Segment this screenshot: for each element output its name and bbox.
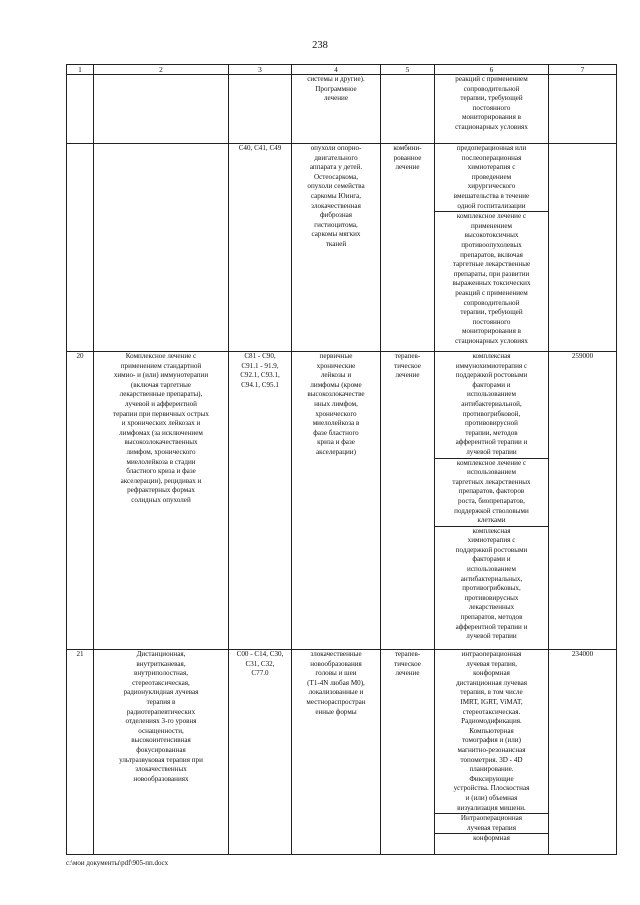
method-item: комплексная химиотерапия с поддержкой ростовыми факторами и использованием антибактериальных, противогрибковых, противовирусных лекарственных препаратов, методов афферентной терапии и лучевой терапии: [455, 526, 528, 641]
method-item: интраоперационная лучевая терапия, конформная дистанционная лучевая терапия, в том числе IMRT, IGRT, ViMAT, стереотаксическая. Радиомодификация. Компьютерная томография и (или) магнитно-резонансная топометрия. 3D - 4D планирование. Фиксирующие устройства. Плоскостная и (или) объемная визуализация мишени.: [435, 650, 548, 814]
method-item: комплексная иммунохимиотерапия с поддержкой ростовыми факторами и использованием антибактериальной, противогрибковой, противовирусной терапии, методов афферентной терапии и лучевой терапии: [435, 352, 548, 459]
method-cell: [435, 144, 549, 352]
treatment-type-cell: комбини- рованное лечение: [381, 144, 435, 352]
cost-cell: 259000: [549, 352, 617, 650]
method-cell: реакций с применением сопроводительной терапии, требующей постоянного мониторирования в стационарных условиях: [435, 75, 549, 144]
col-header-7: 7: [549, 65, 617, 75]
footer-file-path: c:\мои документы\pdf\905-пп.docx: [66, 859, 169, 867]
col-header-1: 1: [67, 65, 94, 75]
procedures-table: [66, 64, 617, 855]
col-header-3: 3: [229, 65, 292, 75]
procedure-name-cell: Дистанционная, внутритканевая, внутриполостная, стереотаксическая, радионуклидная лучевая терапия в радиотерапевтических отделениях 3-го уровня оснащенности, высокоинтенсивная фокусированная ультразвуковая терапия при злокачественных новообразованиях: [94, 650, 229, 855]
col-header-6: 6: [435, 65, 549, 75]
method-item: предоперационная или послеоперационная химиотерапия с проведением хирургического вмешательства в течение одной госпитализации: [435, 144, 548, 212]
treatment-type-cell: терапев- тическое лечение: [381, 650, 435, 855]
row-number: 21: [67, 650, 94, 855]
page-number: 238: [312, 40, 328, 51]
table-row-20: [67, 352, 617, 650]
method-cell: [435, 650, 549, 855]
method-item: Интраоперационная лучевая терапия: [435, 814, 548, 834]
method-cell: [435, 352, 549, 650]
method-item: конформная: [473, 834, 510, 843]
icd-codes-cell: C81 - C90, C91.1 - 91.9, C92.1, C93.1, C94.1, C95.1: [229, 352, 292, 650]
row-number: 20: [67, 352, 94, 650]
method-item: комплексное лечение с применением высокотоксичных противоопухолевых препаратов, включая таргетные лекарственные препараты, при развитии выраженных токсических реакций с применением сопроводительной терапии, требующей постоянного мониторирования в стационарных условиях: [452, 212, 531, 345]
cost-cell: 234000: [549, 650, 617, 855]
icd-codes-cell: C40, C41, C49: [229, 144, 292, 352]
table-row-continuation: [67, 75, 617, 144]
icd-codes-cell: C00 - C14, C30, C31, C32, C77.0: [229, 650, 292, 855]
treatment-type-cell: терапев- тическое лечение: [381, 352, 435, 650]
model-cell: первичные хронические лейкозы и лимфомы (кроме высокозлокачестве нных лимфом, хронического миелолейкоза в фазе бластного криза и фазе акселерации): [292, 352, 381, 650]
model-cell: злокачественные новообразования головы и шеи (T1-4N любая M0), локализованные и местнораспростран енные формы: [292, 650, 381, 855]
procedure-name-cell: Комплексное лечение с применением стандартной химио- и (или) иммунотерапии (включая таргетные лекарственные препараты), лучевой и афферентной терапии при первичных острых и хронических лейкозах и лимфомах (за исключением высокозлокачественных лимфом, хронического миелолейкоза в стадии бластного криза и фазе акселерации), рецидивах и рефрактерных формах солидных опухолей: [94, 352, 229, 650]
table-row-bone-tumors: [67, 144, 617, 352]
model-cell: системы и другие). Программное лечение: [292, 75, 381, 144]
table-row-21: [67, 650, 617, 855]
model-cell: опухоли опорно- двигательного аппарата у детей. Остеосаркома, опухоли семейства саркомы Юинга, злокачественная фиброзная гистиоцитома, саркомы мягких тканей: [292, 144, 381, 352]
col-header-5: 5: [381, 65, 435, 75]
method-item: комплексное лечение с использованием таргетных лекарственных препаратов, факторов роста, биопрепаратов, поддержкой стволовыми клетками: [435, 459, 548, 527]
col-header-2: 2: [94, 65, 229, 75]
column-number-row: [67, 65, 617, 75]
col-header-4: 4: [292, 65, 381, 75]
